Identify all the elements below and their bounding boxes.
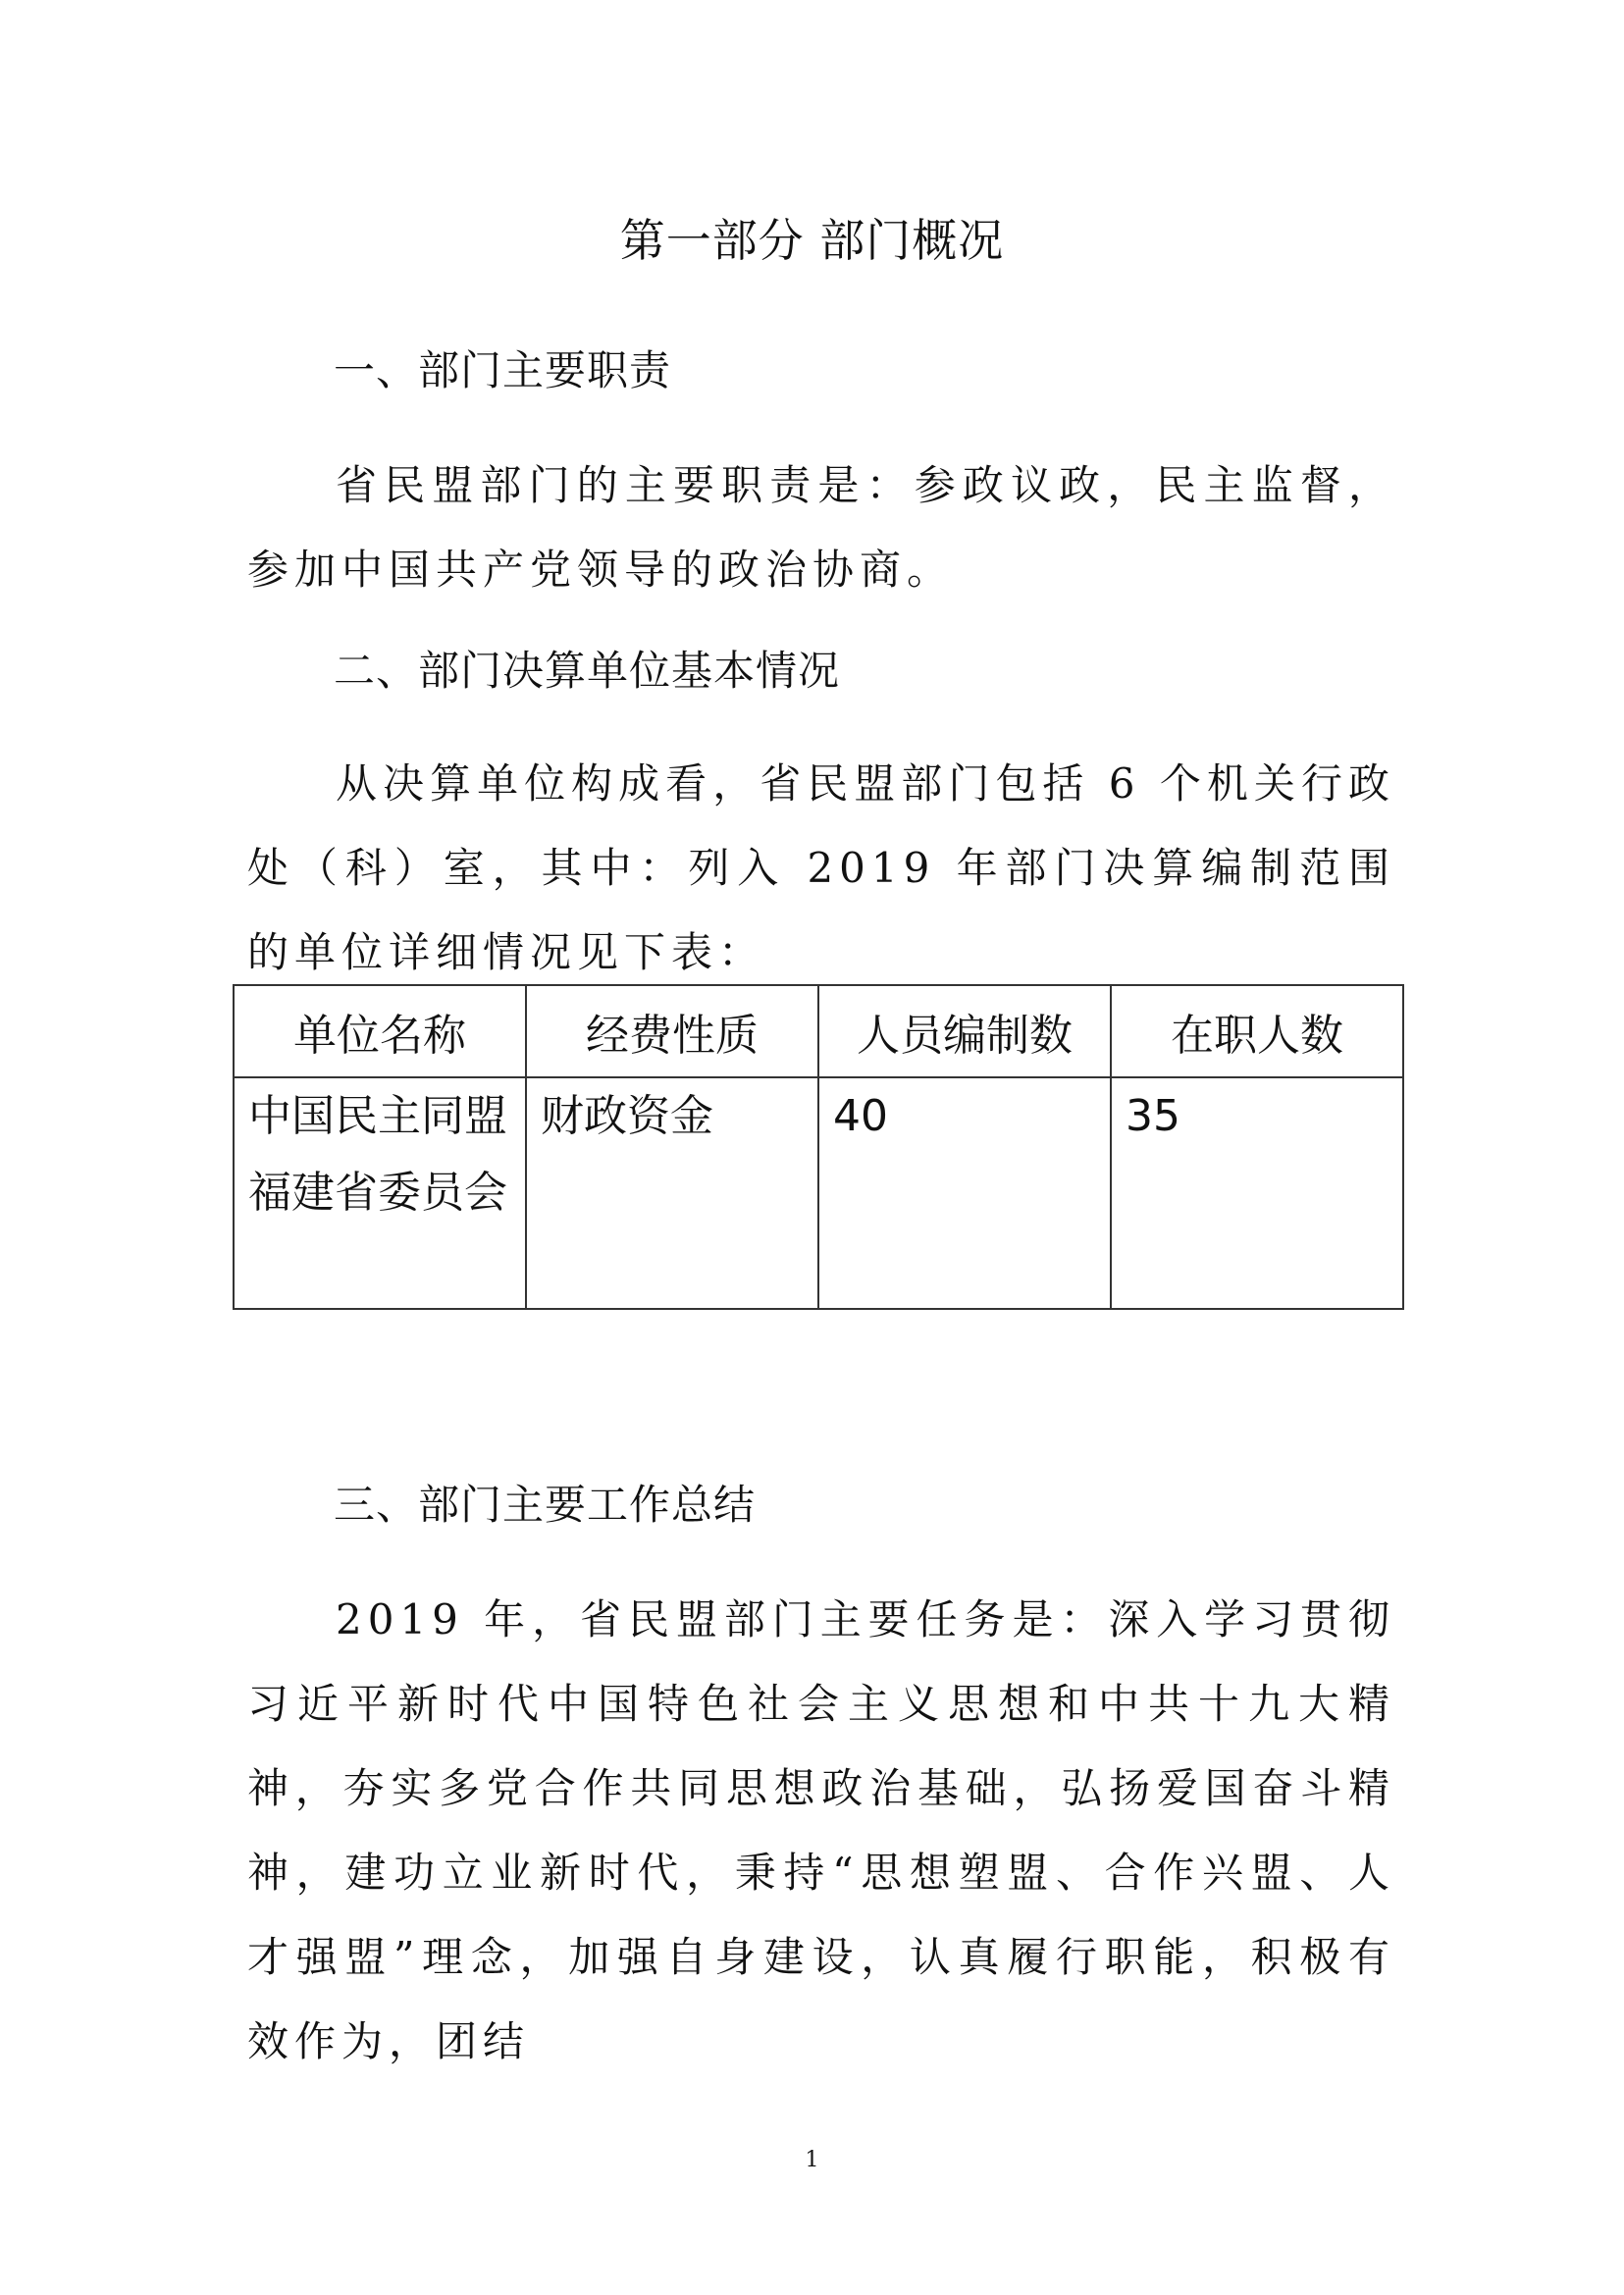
table-cell: 财政资金 — [526, 1077, 818, 1309]
table-cell: 40 — [818, 1077, 1111, 1309]
unit-info-table-wrap — [233, 984, 1404, 1310]
unit-info-table — [233, 984, 1404, 1310]
section-heading-3: 三、部门主要工作总结 — [334, 1481, 757, 1529]
page-title: 第一部分 部门概况 — [619, 214, 1005, 267]
table-cell: 中国民主同盟福建省委员会 — [234, 1077, 526, 1309]
section-paragraph-3: 2019 年，省民盟部门主要任务是：深入学习贯彻习近平新时代中国特色社会主义思想和中共十九大精神，夯实多党合作共同思想政治基础，弘扬爱国奋斗精神，建功立业新时代，秉持“思想塑盟、合作兴盟、人才强盟”理念，加强自身建设，认真履行职能，积极有效作为，团结 — [247, 1595, 1395, 2065]
table-row — [234, 1077, 1403, 1309]
table-header-cell: 经费性质 — [526, 985, 818, 1077]
section-heading-1: 一、部门主要职责 — [334, 346, 672, 394]
table-header-cell: 人员编制数 — [818, 985, 1111, 1077]
section-heading-2: 二、部门决算单位基本情况 — [334, 647, 841, 695]
table-header-cell: 单位名称 — [234, 985, 526, 1077]
table-cell: 35 — [1111, 1077, 1403, 1309]
section-paragraph-1: 省民盟部门的主要职责是：参政议政，民主监督，参加中国共产党领导的政治协商。 — [247, 461, 1395, 594]
page-number: 1 — [805, 2148, 819, 2172]
table-header-row — [234, 985, 1403, 1077]
table-header-cell: 在职人数 — [1111, 985, 1403, 1077]
section-paragraph-2: 从决算单位构成看，省民盟部门包括 6 个机关行政处（科）室，其中：列入 2019 年部门决算编制范围的单位详细情况见下表： — [247, 759, 1395, 976]
